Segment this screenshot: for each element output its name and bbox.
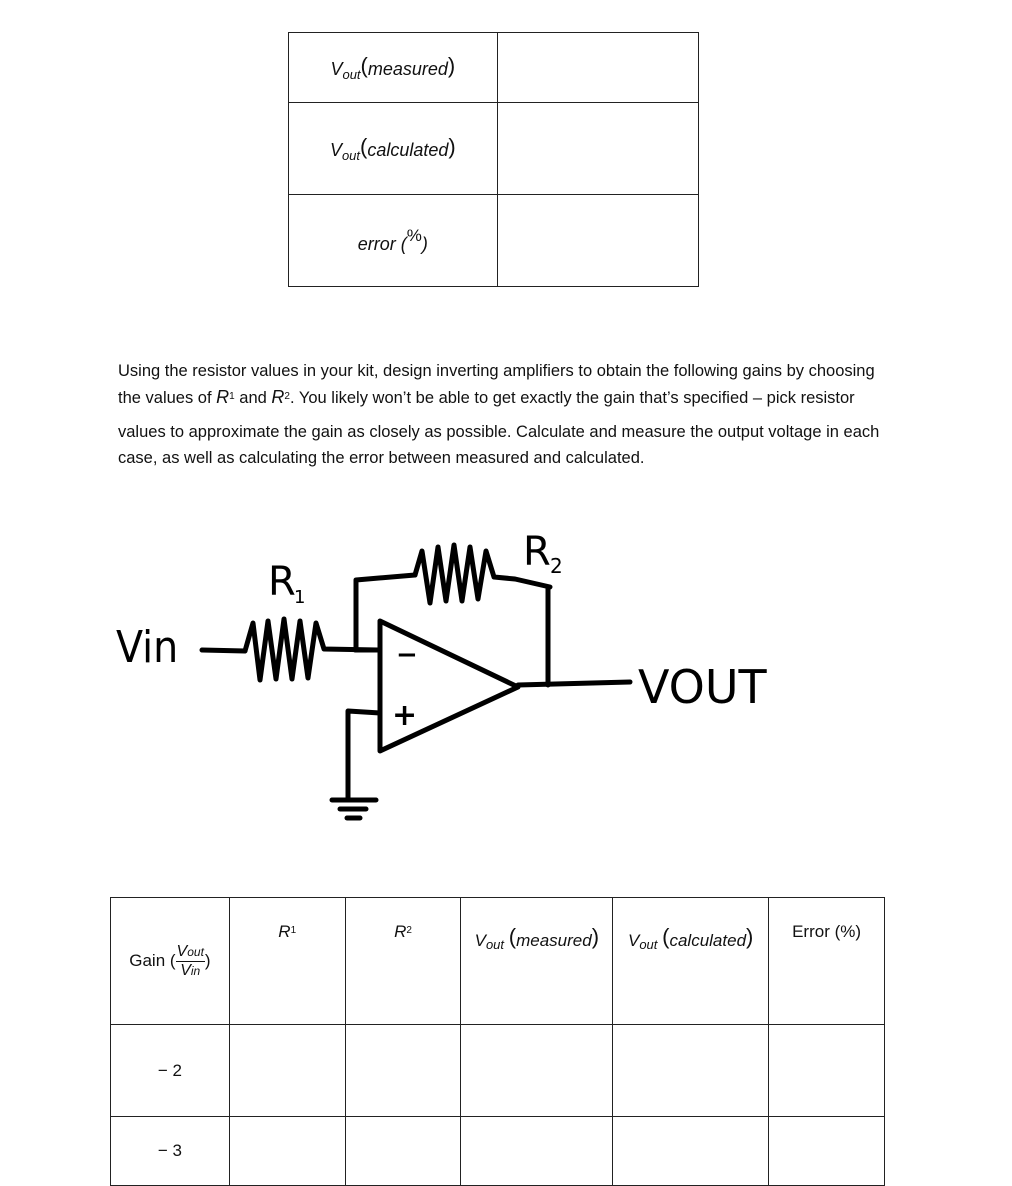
r2-sub-label: 2 [550,554,563,578]
r1-sub-label: 1 [294,587,306,608]
error-cell[interactable] [769,1117,885,1186]
table-row [289,33,699,103]
vout-measured-cell[interactable] [461,1117,613,1186]
r2-label: R [523,529,551,575]
vout-measured-header: Vout (measured) [461,898,613,1025]
instructions-line-2: values to approximate the gain as closely as possible. Calculate and measure the output voltage in each case, as well as calculating the error between measured and calculated. [118,423,880,467]
table-row [111,1117,885,1186]
gain-header: Gain ( $\frac{\text{Vout}}{\text{Vin}}$ ) [111,898,230,1025]
results-table-top [288,32,699,287]
output-wire [518,682,630,685]
table-header-row [111,898,885,1025]
plus-sign: + [392,698,418,733]
r1-label: R [268,559,296,605]
r2-cell[interactable] [345,1025,461,1117]
r2-cell[interactable] [345,1117,461,1186]
table-row [289,103,699,195]
gain-design-table [110,897,885,1186]
gain-fraction: $\frac{\text{Vout}}{\text{Vin}}$ [176,942,204,979]
vout-calculated-cell[interactable] [497,103,698,195]
minus-sign: − [396,640,418,670]
r2-header: $R^2$ [345,898,461,1025]
table-row [289,195,699,287]
error-percent-cell[interactable] [497,195,698,287]
r1-cell[interactable] [229,1025,345,1117]
noninverting-wire [348,711,380,799]
vout-label: VOUT [638,660,767,714]
vout-measured-cell[interactable] [497,33,698,103]
r1-cell[interactable] [229,1117,345,1186]
vout-measured-cell[interactable] [461,1025,613,1117]
error-percent-label: error (%) [289,195,498,287]
vout-calculated-label: $V_{out}(calculated)$ [289,103,498,195]
gain-value: − 2 [111,1025,230,1117]
vout-calculated-cell[interactable] [613,1025,769,1117]
instructions-line-1: Using the resistor values in your kit, design inverting amplifiers to obtain the following gains by choosing the values of $R^1$ and $R^2$. You likely won’t be able to get exactly the gain that’s specified – pick resistor [118,362,875,407]
error-cell[interactable] [769,1025,885,1117]
table-row [111,1025,885,1117]
vin-label: Vin [116,622,179,673]
input-wire [202,650,245,651]
vout-calculated-cell[interactable] [613,1117,769,1186]
instructions-paragraph [118,358,898,471]
r1-header: $R^1$ [229,898,345,1025]
inverting-amplifier-diagram [110,515,770,835]
gain-value: − 3 [111,1117,230,1186]
error-header: Error (%) [769,898,885,1025]
vout-calculated-header: Vout (calculated) [613,898,769,1025]
vout-measured-label: $V_{out}(measured)$ [289,33,498,103]
